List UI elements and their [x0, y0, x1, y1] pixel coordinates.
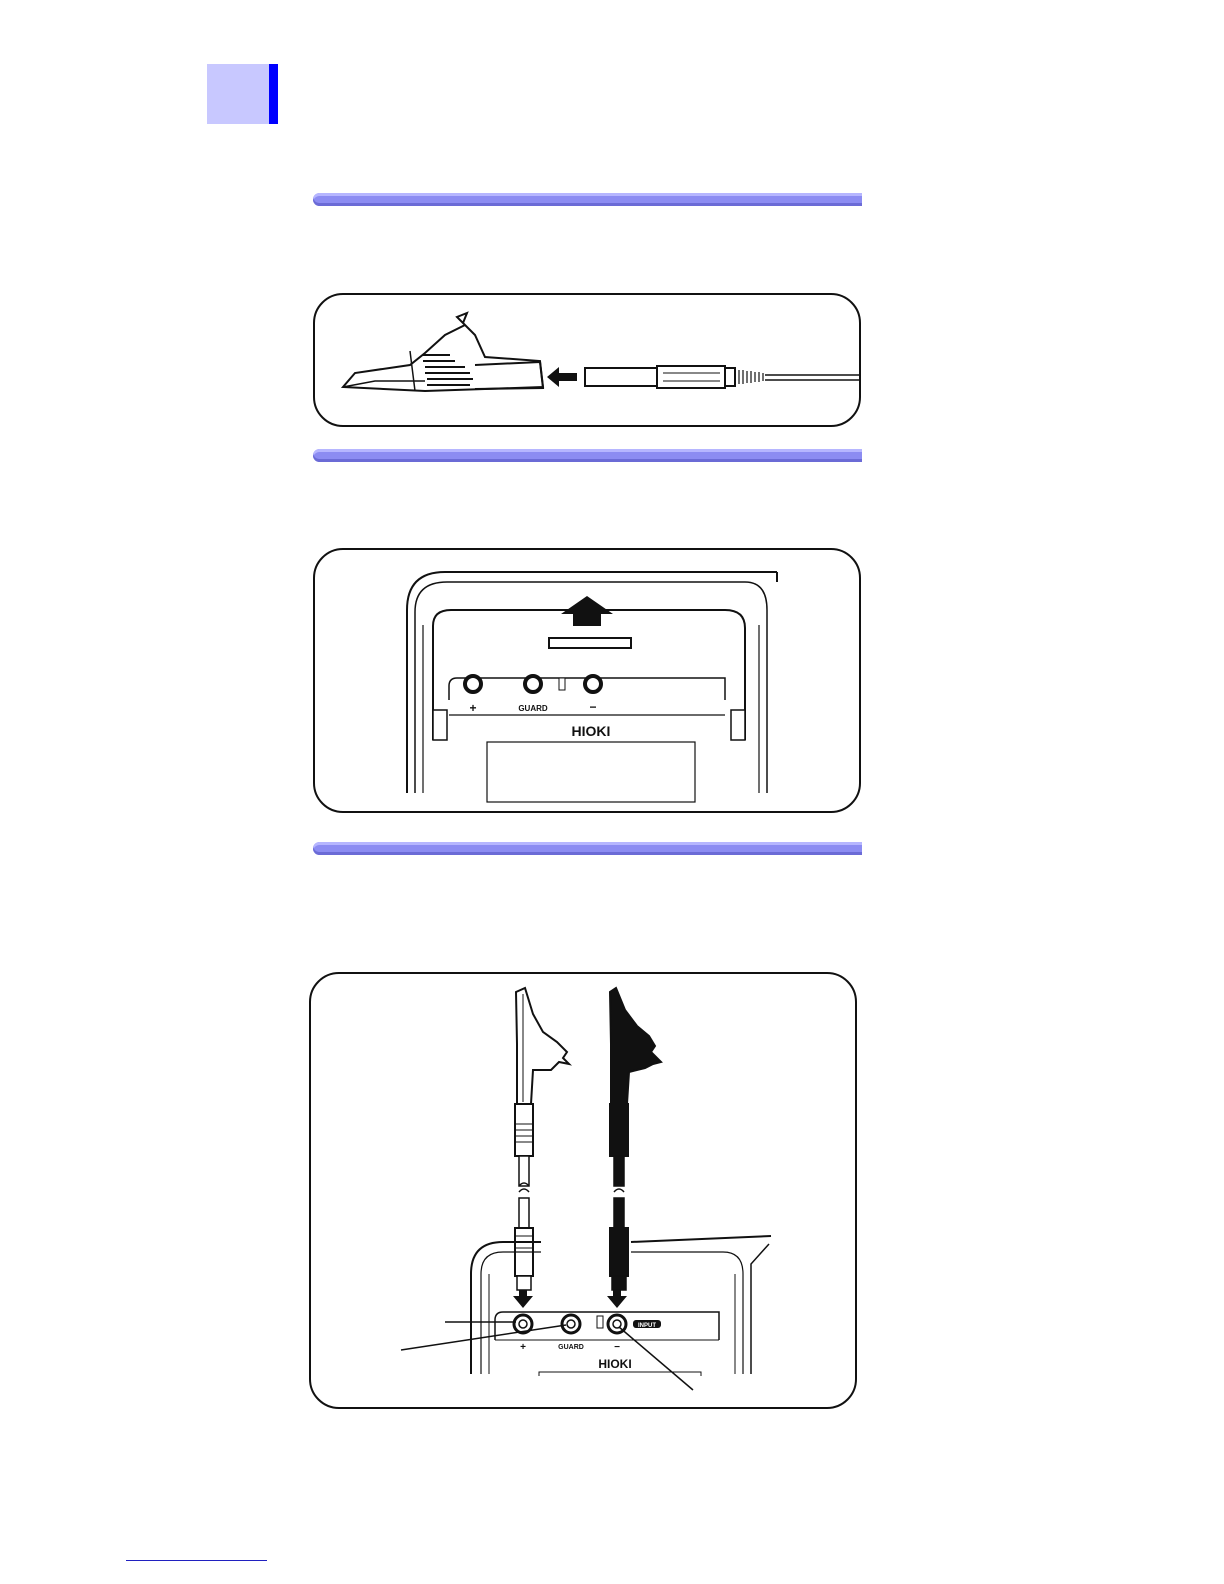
terminal-guard-label-2: GUARD	[558, 1344, 584, 1351]
terminal-plus-label: +	[469, 701, 477, 715]
input-label: INPUT	[638, 1323, 656, 1329]
chapter-tab-block	[207, 64, 269, 124]
arrow-down-icon-2	[607, 1290, 627, 1308]
section-rule-1	[313, 193, 862, 206]
figure-cover-removal	[313, 548, 861, 813]
alligator-clip-illustration	[315, 295, 859, 425]
red-alligator-clip	[515, 988, 569, 1290]
brand-logo-text-2: HIOKI	[598, 1357, 632, 1371]
figure-probe-connection	[309, 972, 857, 1409]
section-rule-2	[313, 449, 862, 462]
footer-rule	[126, 1560, 267, 1561]
arrow-up-icon	[561, 596, 613, 626]
section-rule-3	[313, 842, 862, 855]
leader-line-guard	[401, 1325, 566, 1350]
black-alligator-clip	[610, 988, 661, 1290]
brand-logo-text: HIOKI	[571, 723, 611, 739]
terminal-minus-label-2: −	[614, 1342, 620, 1353]
probe-connection-illustration	[311, 974, 855, 1407]
terminal-minus-label: −	[589, 700, 597, 714]
chapter-tab-bar	[269, 64, 278, 124]
instrument-cover-illustration	[315, 550, 859, 811]
figure-clip-connection	[313, 293, 861, 427]
terminal-plus-label-2: +	[520, 1342, 526, 1353]
terminal-guard-label: GUARD	[518, 704, 548, 713]
arrow-left-icon	[547, 367, 577, 387]
arrow-down-icon	[513, 1290, 533, 1308]
